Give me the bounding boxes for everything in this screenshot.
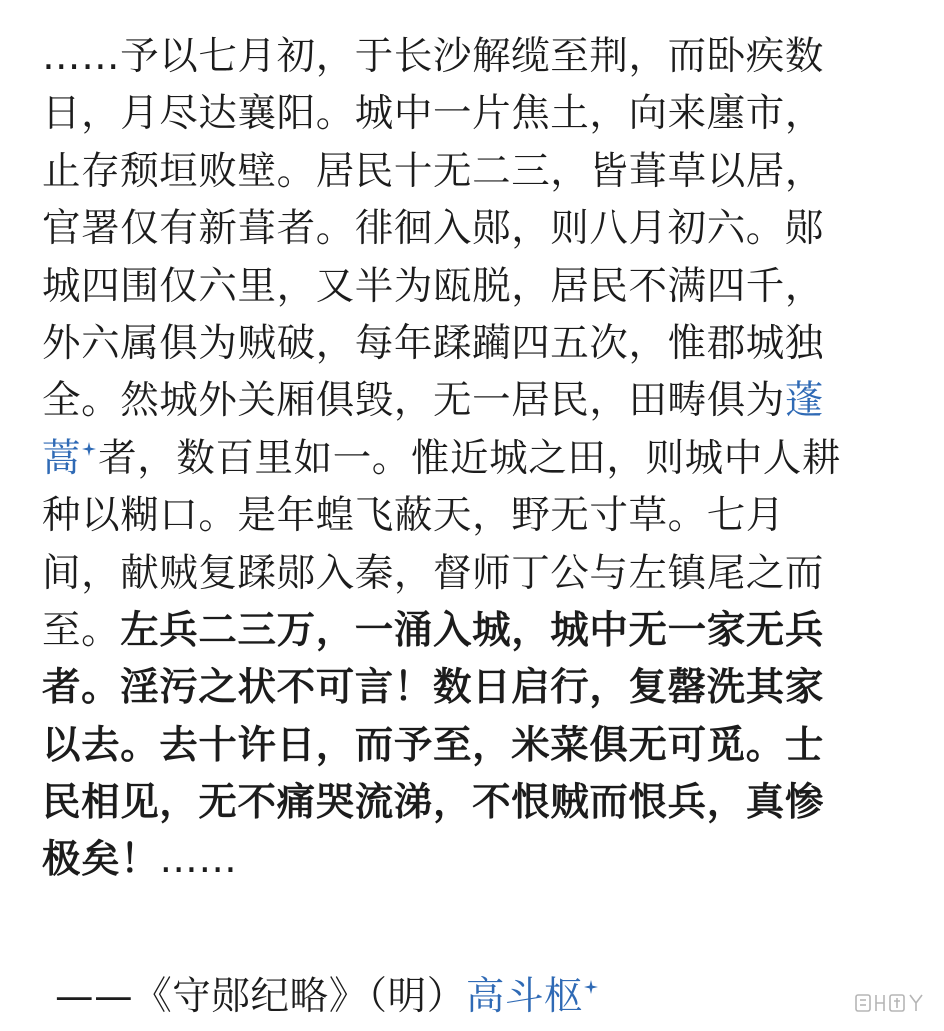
text-line [42,85,892,142]
sparkle-icon[interactable] [584,980,598,994]
text-line [42,831,892,888]
source-prefix: ——《守郧纪略》（明） [55,974,466,1019]
line-text: 日，月尽达襄阳。城中一片焦土，向来廛市， [42,91,825,137]
text-line [42,200,892,257]
text-line [42,602,892,659]
term-link-penghao[interactable]: 蓬 [784,378,825,424]
line-text: 种以糊口。是年蝗飞蔽天，野无寸草。七月 [42,493,785,539]
line-text: 至。 [42,607,121,653]
text-line [42,545,892,602]
bold-text: 左兵二三万，一涌入城，城中无一家无兵 [120,607,825,653]
text-line [42,430,892,487]
line-text: 止存颓垣败壁。居民十无二三，皆葺草以居， [42,148,825,194]
line-text: 全。然城外关厢俱毁，无一居民，田畴俱为 [42,378,785,424]
watermark-logo [854,991,926,1015]
line-text: …… [159,837,238,883]
line-text: 官署仅有新葺者。徘徊入郧，则八月初六。郧 [42,206,825,252]
text-line [42,143,892,200]
text-line [42,372,892,429]
bold-text: 民相见，无不痛哭流涕，不恨贼而恨兵，真惨 [42,780,825,826]
line-text: ……予以七月初，于长沙解缆至荆，而卧疾数 [42,34,825,79]
article-body [42,28,892,889]
text-line [42,315,892,372]
line-text: 城四围仅六里，又半为瓯脱，居民不满四千， [42,263,825,309]
text-line [42,28,892,85]
bold-text: 以去。去十许日，而予至，米菜俱无可觅。士 [42,722,825,768]
line-text: 外六属俱为贼破，每年蹂躏四五次，惟郡城独 [42,320,825,366]
line-text: 间，献贼复蹂郧入秦，督师丁公与左镇尾之而 [42,550,825,596]
text-line [42,717,892,774]
source-citation [55,968,600,1025]
author-link[interactable]: 高斗枢 [465,974,584,1019]
bold-text: 者。淫污之状不可言！数日启行，复罄洗其家 [42,665,825,711]
text-line [42,659,892,716]
text-line [42,258,892,315]
text-line [42,487,892,544]
text-line [42,774,892,831]
line-text: 者，数百里如一。惟近城之田，则城中人耕 [98,435,842,481]
sparkle-icon[interactable] [82,442,96,456]
term-link-penghao-cont[interactable]: 蒿 [42,435,82,481]
bold-text: 极矣！ [42,837,160,883]
